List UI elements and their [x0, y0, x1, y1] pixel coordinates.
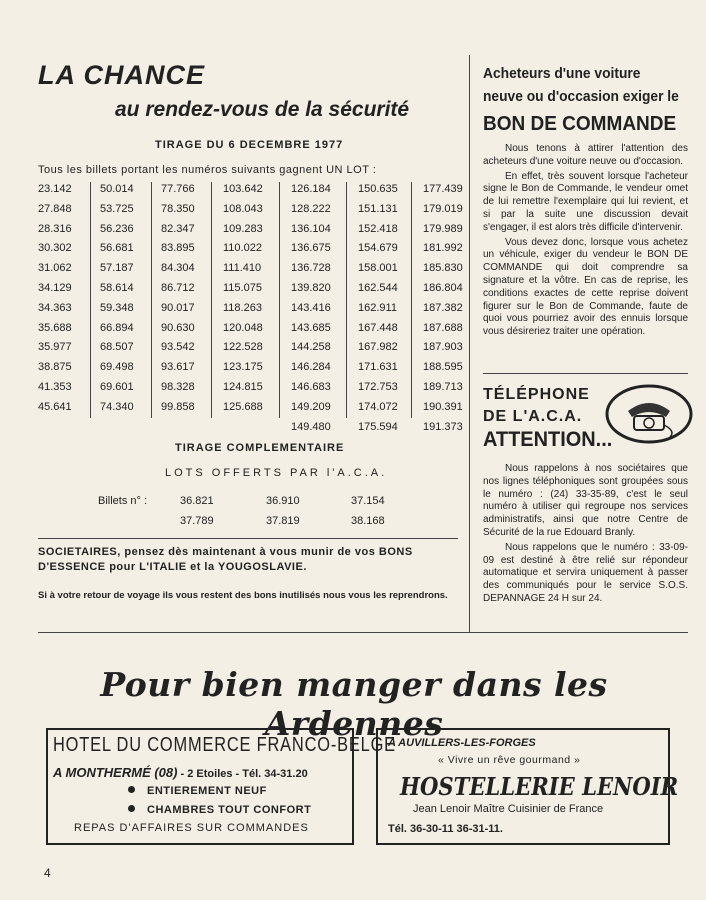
telephone-heading: TÉLÉPHONE [483, 386, 590, 403]
number-cell: 77.766 [161, 183, 195, 195]
number-cell: 35.688 [38, 321, 72, 334]
number-cell: 174.072 [358, 400, 398, 413]
number-cell: 99.858 [161, 400, 195, 413]
number-cell: 69.498 [100, 361, 134, 374]
article-paragraph: Vous devez donc, lorsque vous achetez un véhicule, exiger du vendeur le BON DE COMMANDE qui doit comprendre sa signature et la vôtre. En cas de reprise, les conditions exactes de cette reprise doivent figurer sur le Bon de Commande, faute de quoi vous pourriez avoir des ennuis lorsque vous désireriez traiter une opération. [483, 236, 688, 338]
number-cell: 179.019 [423, 202, 463, 215]
number-cell: 136.728 [291, 262, 331, 275]
hotel-town: A MONTHERMÉ (08) [53, 765, 178, 780]
article-paragraph: Nous tenons à attirer l'attention des acheteurs d'une voiture neuve ou d'occasion. [483, 143, 688, 167]
hotel-ad [46, 728, 396, 845]
number-cell: 68.507 [100, 341, 134, 354]
number-cell: 162.544 [358, 281, 398, 294]
number-cell: 185.830 [423, 262, 463, 275]
lots-offered-text: LOTS OFFERTS PAR l'A.C.A. [165, 467, 388, 479]
number-cell: 189.713 [423, 380, 463, 393]
number-cell: 103.642 [223, 183, 263, 195]
number-cell: 58.614 [100, 281, 134, 294]
number-cell: 41.353 [38, 380, 72, 393]
purchase-article [483, 143, 688, 341]
column-divider [346, 182, 347, 418]
number-cell: 118.263 [223, 301, 262, 314]
page-subtitle: au rendez-vous de la sécurité [115, 98, 410, 121]
bon-de-commande-heading: BON DE COMMANDE [483, 113, 677, 135]
number-cell: 82.347 [161, 222, 195, 235]
ticket-number: 36.910 [266, 495, 300, 507]
hostellerie-name: HOSTELLERIE LENOIR [400, 772, 679, 801]
number-cell: 149.480 [291, 420, 331, 433]
number-cell: 56.236 [100, 222, 134, 235]
column-divider [211, 182, 212, 418]
column-divider [469, 55, 470, 632]
number-cell: 171.631 [358, 361, 398, 374]
telephone-article [483, 463, 688, 608]
number-cell: 93.617 [161, 361, 195, 374]
number-cell: 190.391 [423, 400, 463, 413]
feature-item [128, 785, 267, 797]
numbers-column-7 [423, 180, 463, 437]
number-cell: 146.683 [291, 380, 331, 393]
number-cell: 187.903 [423, 341, 463, 354]
number-cell: 110.022 [223, 242, 262, 255]
number-cell: 122.528 [223, 341, 263, 354]
number-cell: 124.815 [223, 380, 263, 393]
section-divider [38, 538, 458, 539]
number-cell: 151.131 [358, 202, 398, 215]
number-cell: 123.175 [223, 361, 263, 374]
article-paragraph: Nous rappelons à nos sociétaires que nos lignes téléphoniques sont groupées sous le numéro : (24) 33-35-89, c'est le seul numéro à utiliser qui regroupe nos services administratifs, ainsi que notre Centre de Sécurité de la rue Edouard Branly. [483, 463, 688, 538]
number-cell: 158.001 [358, 262, 398, 275]
purchase-heading: Acheteurs d'une voiture neuve ou d'occasion exiger le [483, 65, 679, 105]
column-divider [90, 182, 91, 418]
ardennes-banner: Pour bien manger dans les Ardennes [100, 665, 608, 743]
number-cell: 175.594 [358, 420, 398, 433]
number-cell: 125.688 [223, 400, 263, 413]
number-cell: 23.142 [38, 183, 72, 195]
number-cell: 167.448 [358, 321, 398, 334]
number-cell: 78.350 [161, 202, 195, 215]
number-cell: 154.679 [358, 242, 398, 255]
hostellerie-phone: Tél. 36-30-11 36-31-11. [388, 823, 503, 835]
number-cell: 83.895 [161, 242, 195, 255]
societaires-notice: SOCIETAIRES, pensez dès maintenant à vous munir de vos BONS D'ESSENCE pour L'ITALIE et la YOUGOSLAVIE. [38, 546, 413, 573]
intro-text: Tous les billets portant les numéros suivants gagnent UN LOT : [38, 164, 377, 176]
feature-label: CHAMBRES TOUT CONFORT [147, 804, 312, 816]
number-cell: 136.675 [291, 242, 331, 255]
tickets-label: Billets n° : [98, 495, 148, 507]
numbers-column-1 [38, 180, 72, 418]
number-cell: 149.209 [291, 400, 331, 413]
number-cell: 90.630 [161, 321, 195, 334]
page-title: LA CHANCE [38, 60, 205, 90]
number-cell: 187.688 [423, 321, 463, 334]
number-cell: 177.439 [423, 183, 463, 195]
ticket-number: 38.168 [351, 515, 385, 527]
number-cell: 143.416 [291, 301, 331, 314]
number-cell: 66.894 [100, 321, 134, 334]
number-cell: 56.681 [100, 242, 134, 255]
number-cell: 69.601 [100, 380, 134, 393]
number-cell: 150.635 [358, 183, 398, 195]
attention-heading: ATTENTION... [483, 428, 613, 451]
number-cell: 57.187 [100, 262, 134, 275]
number-cell: 136.104 [291, 222, 331, 235]
hotel-location [53, 765, 308, 780]
numbers-column-4 [223, 180, 263, 418]
number-cell: 111.410 [223, 262, 262, 275]
number-cell: 108.043 [223, 202, 263, 215]
hotel-repas: REPAS D'AFFAIRES SUR COMMANDES [74, 822, 309, 834]
number-cell: 181.992 [423, 242, 463, 255]
ticket-number: 36.821 [180, 495, 214, 507]
hostellerie-town: A AUVILLERS-LES-FORGES [388, 737, 536, 749]
hostellerie-chef: Jean Lenoir Maître Cuisinier de France [413, 803, 604, 815]
number-cell: 109.283 [223, 222, 263, 235]
societaires-note: Si à votre retour de voyage ils vous restent des bons inutilisés nous vous les reprendrons. [38, 590, 448, 601]
hostellerie-slogan: « Vivre un rêve gourmand » [438, 754, 581, 766]
number-cell: 93.542 [161, 341, 195, 354]
number-cell: 31.062 [38, 262, 72, 275]
ticket-number: 37.819 [266, 515, 300, 527]
numbers-column-2 [100, 180, 134, 418]
number-cell: 30.302 [38, 242, 72, 255]
number-cell: 179.989 [423, 222, 463, 235]
number-cell: 139.820 [291, 281, 331, 294]
hotel-name: HOTEL DU COMMERCE FRANCO-BELGE [53, 734, 396, 756]
number-cell: 45.641 [38, 400, 72, 413]
aca-heading: DE L'A.C.A. [483, 408, 583, 425]
number-cell: 191.373 [423, 420, 463, 433]
number-cell: 187.382 [423, 301, 463, 314]
number-cell: 186.804 [423, 281, 463, 294]
number-cell: 152.418 [358, 222, 398, 235]
column-divider [411, 182, 412, 418]
number-cell: 162.911 [358, 301, 397, 314]
number-cell: 167.982 [358, 341, 398, 354]
telephone-icon [604, 383, 694, 445]
numbers-column-3 [161, 180, 195, 418]
hotel-address: - 2 Etoiles - Tél. 34-31.20 [180, 768, 308, 780]
numbers-column-5 [291, 180, 331, 437]
column-divider [151, 182, 152, 418]
section-divider [38, 632, 688, 633]
hostellerie-ad [376, 728, 679, 845]
bullet-icon [128, 805, 135, 812]
ticket-number: 37.154 [351, 495, 385, 507]
number-cell: 172.753 [358, 380, 398, 393]
number-cell: 28.316 [38, 222, 72, 235]
ticket-number: 37.789 [180, 515, 214, 527]
number-cell: 126.184 [291, 183, 331, 195]
number-cell: 86.712 [161, 281, 195, 294]
number-cell: 98.328 [161, 380, 195, 393]
complementary-draw-title: TIRAGE COMPLEMENTAIRE [175, 442, 345, 454]
number-cell: 27.848 [38, 202, 72, 215]
number-cell: 34.129 [38, 281, 72, 294]
number-cell: 50.014 [100, 183, 134, 195]
draw-date: TIRAGE DU 6 DECEMBRE 1977 [155, 139, 344, 151]
number-cell: 128.222 [291, 202, 331, 215]
number-cell: 144.258 [291, 341, 331, 354]
page-number: 4 [44, 866, 51, 880]
number-cell: 146.284 [291, 361, 331, 374]
number-cell: 35.977 [38, 341, 72, 354]
number-cell: 74.340 [100, 400, 134, 413]
number-cell: 59.348 [100, 301, 134, 314]
article-paragraph: En effet, très souvent lorsque l'acheteur signe le Bon de Commande, le vendeur omet de lui remettre l'exemplaire qui lui revient, et si par la suite une discussion devait s'engager, il est alors très difficile d'intervenir. [483, 170, 688, 233]
bullet-icon [128, 786, 135, 793]
feature-label: ENTIEREMENT NEUF [147, 785, 267, 797]
number-cell: 143.685 [291, 321, 331, 334]
number-cell: 84.304 [161, 262, 195, 275]
feature-item [128, 804, 311, 816]
number-cell: 34.363 [38, 301, 72, 314]
number-cell: 53.725 [100, 202, 134, 215]
article-paragraph: Nous rappelons que le numéro : 33-09-09 est destiné à être relié sur répondeur automatique et servira uniquement à passer des communiqués pour le service S.O.S. DEPANNAGE 24 H sur 24. [483, 541, 688, 604]
number-cell: 115.075 [223, 281, 262, 294]
winning-numbers-table [38, 180, 463, 433]
number-cell: 38.875 [38, 361, 72, 374]
number-cell: 188.595 [423, 361, 463, 374]
column-divider [279, 182, 280, 418]
number-cell: 120.048 [223, 321, 263, 334]
section-divider [483, 373, 688, 374]
numbers-column-6 [358, 180, 398, 437]
number-cell: 90.017 [161, 301, 195, 314]
